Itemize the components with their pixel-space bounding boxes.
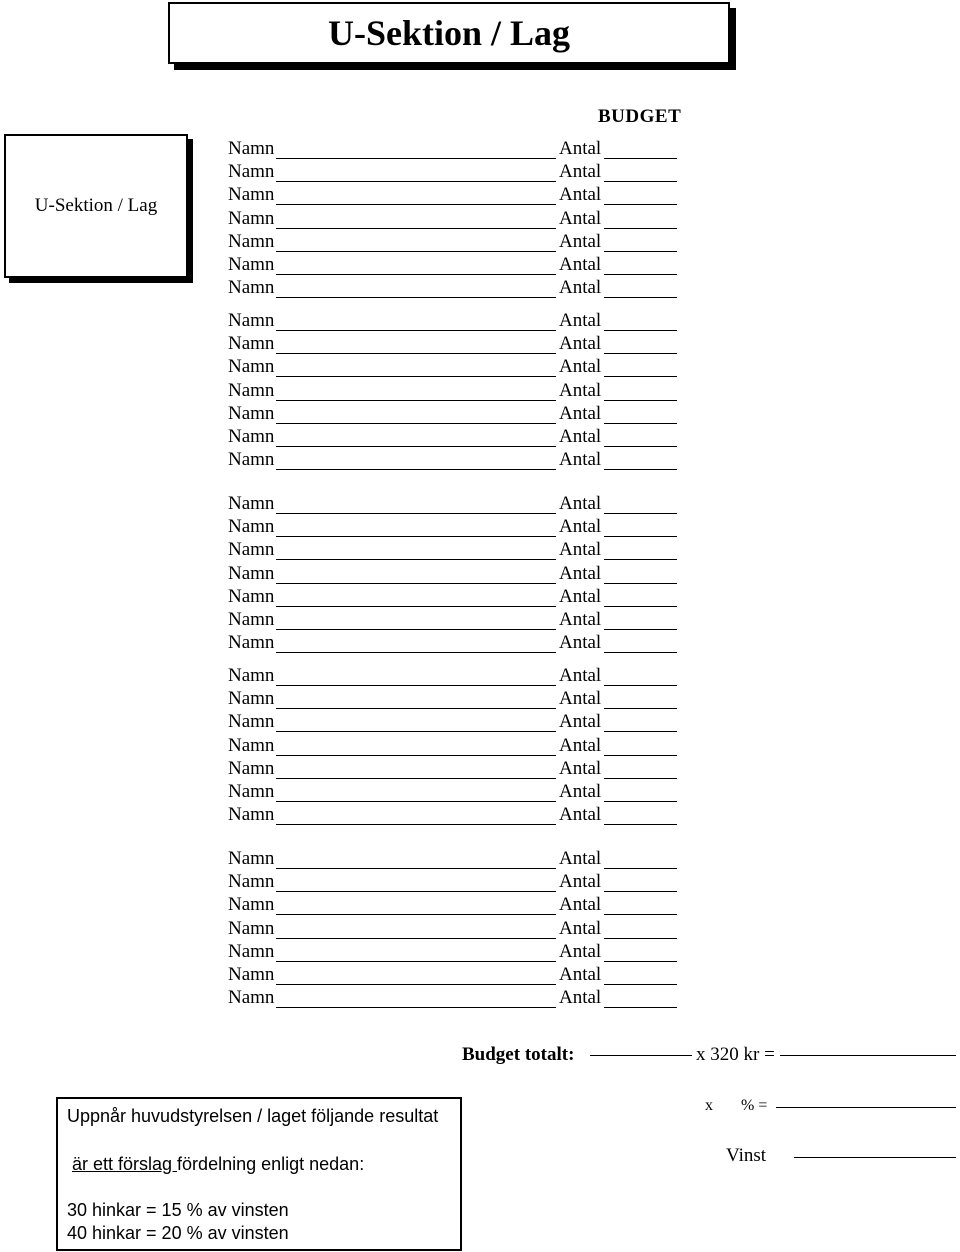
name-label: Namn	[228, 356, 275, 378]
amount-label: Antal	[559, 894, 602, 916]
percent-result-field[interactable]	[776, 1107, 956, 1108]
amount-field[interactable]	[604, 204, 677, 205]
name-field[interactable]	[276, 513, 556, 514]
amount-label: Antal	[559, 449, 602, 471]
amount-field[interactable]	[604, 824, 677, 825]
member-row	[228, 183, 688, 206]
budget-heading: BUDGET	[598, 106, 682, 127]
member-row	[228, 986, 688, 1009]
amount-field[interactable]	[604, 708, 677, 709]
name-field[interactable]	[276, 778, 556, 779]
amount-field[interactable]	[604, 1007, 677, 1008]
member-row	[228, 276, 688, 299]
member-row	[228, 207, 688, 230]
name-label: Namn	[228, 781, 275, 802]
rate-text: x 320 kr =	[696, 1044, 775, 1065]
budget-total-field[interactable]	[590, 1055, 692, 1056]
member-row	[228, 757, 688, 780]
amount-field[interactable]	[604, 984, 677, 985]
member-row	[228, 780, 688, 803]
amount-label: Antal	[559, 711, 602, 733]
name-label: Namn	[228, 379, 275, 401]
amount-field[interactable]	[604, 961, 677, 962]
name-field[interactable]	[276, 824, 556, 825]
name-label: Namn	[228, 277, 275, 299]
member-row	[228, 332, 688, 355]
name-label: Namn	[228, 230, 275, 252]
name-field[interactable]	[276, 606, 556, 607]
amount-field[interactable]	[604, 274, 677, 275]
amount-field[interactable]	[604, 423, 677, 424]
name-field[interactable]	[276, 559, 556, 560]
amount-label: Antal	[559, 585, 602, 607]
name-label: Namn	[228, 894, 275, 916]
amount-label: Antal	[559, 917, 602, 939]
name-field[interactable]	[276, 801, 556, 802]
amount-field[interactable]	[604, 228, 677, 229]
amount-label: Antal	[559, 277, 602, 299]
amount-field[interactable]	[604, 469, 677, 470]
member-row	[228, 230, 688, 253]
name-label: Namn	[228, 310, 275, 331]
name-field[interactable]	[276, 158, 556, 159]
name-label: Namn	[228, 184, 275, 206]
amount-label: Antal	[559, 964, 602, 985]
name-label: Namn	[228, 426, 275, 447]
name-field[interactable]	[276, 376, 556, 377]
name-label: Namn	[228, 449, 275, 471]
name-field[interactable]	[276, 708, 556, 709]
member-row	[228, 309, 688, 332]
member-row	[228, 870, 688, 893]
percent-text: x % =	[705, 1097, 768, 1114]
name-field[interactable]	[276, 353, 556, 354]
amount-field[interactable]	[604, 891, 677, 892]
name-field[interactable]	[276, 868, 556, 869]
name-label: Namn	[228, 333, 275, 355]
conditions-box	[56, 1097, 462, 1251]
name-label: Namn	[228, 562, 275, 584]
name-label: Namn	[228, 688, 275, 710]
member-row	[228, 355, 688, 378]
name-field[interactable]	[276, 228, 556, 229]
amount-field[interactable]	[604, 868, 677, 869]
name-field[interactable]	[276, 251, 556, 252]
budget-total-label: Budget totalt:	[462, 1044, 575, 1065]
amount-label: Antal	[559, 230, 602, 252]
amount-label: Antal	[559, 402, 602, 424]
amount-label: Antal	[559, 333, 602, 355]
name-label: Namn	[228, 161, 275, 183]
name-field[interactable]	[276, 536, 556, 537]
amount-field[interactable]	[604, 755, 677, 756]
member-row	[228, 562, 688, 585]
member-row	[228, 515, 688, 538]
name-label: Namn	[228, 138, 275, 159]
amount-label: Antal	[559, 688, 602, 710]
name-field[interactable]	[276, 731, 556, 732]
page-title: U-Sektion / Lag	[168, 2, 730, 64]
name-field[interactable]	[276, 204, 556, 205]
name-label: Namn	[228, 516, 275, 538]
amount-field[interactable]	[604, 297, 677, 298]
member-row	[228, 492, 688, 515]
name-label: Namn	[228, 871, 275, 893]
member-row	[228, 402, 688, 425]
amount-field[interactable]	[604, 629, 677, 630]
name-label: Namn	[228, 711, 275, 733]
tier-2: 40 hinkar = 20 % av vinsten	[67, 1223, 289, 1243]
name-field[interactable]	[276, 297, 556, 298]
amount-label: Antal	[559, 356, 602, 378]
amount-label: Antal	[559, 184, 602, 206]
amount-label: Antal	[559, 987, 602, 1009]
name-field[interactable]	[276, 1007, 556, 1008]
total-amount-field[interactable]	[780, 1055, 956, 1056]
prize-label: Vinst	[726, 1145, 767, 1166]
amount-field[interactable]	[604, 251, 677, 252]
name-label: Namn	[228, 402, 275, 424]
prize-field[interactable]	[794, 1157, 956, 1158]
member-row	[228, 687, 688, 710]
amount-field[interactable]	[604, 731, 677, 732]
amount-field[interactable]	[604, 583, 677, 584]
member-row	[228, 448, 688, 471]
name-label: Namn	[228, 917, 275, 939]
name-label: Namn	[228, 804, 275, 826]
amount-field[interactable]	[604, 446, 677, 447]
amount-field[interactable]	[604, 158, 677, 159]
name-field[interactable]	[276, 938, 556, 939]
amount-label: Antal	[559, 734, 602, 756]
amount-label: Antal	[559, 871, 602, 893]
name-field[interactable]	[276, 400, 556, 401]
member-row	[228, 425, 688, 448]
member-row	[228, 160, 688, 183]
member-row	[228, 710, 688, 733]
member-row	[228, 137, 688, 160]
member-row	[228, 631, 688, 654]
name-field[interactable]	[276, 755, 556, 756]
amount-label: Antal	[559, 665, 602, 686]
name-label: Namn	[228, 757, 275, 779]
member-row	[228, 608, 688, 631]
name-label: Namn	[228, 609, 275, 630]
name-field[interactable]	[276, 685, 556, 686]
amount-field[interactable]	[604, 181, 677, 182]
amount-label: Antal	[559, 781, 602, 802]
name-field[interactable]	[276, 914, 556, 915]
member-row	[228, 963, 688, 986]
amount-label: Antal	[559, 757, 602, 779]
amount-label: Antal	[559, 940, 602, 962]
amount-label: Antal	[559, 379, 602, 401]
amount-field[interactable]	[604, 376, 677, 377]
member-row	[228, 379, 688, 402]
conditions-intro: Uppnår huvudstyrelsen / laget följande resultat	[67, 1106, 439, 1126]
name-field[interactable]	[276, 181, 556, 182]
conditions-proposal-underlined: är ett förslag	[72, 1154, 178, 1174]
amount-label: Antal	[559, 539, 602, 561]
amount-label: Antal	[559, 516, 602, 538]
member-row	[228, 893, 688, 916]
amount-field[interactable]	[604, 559, 677, 560]
amount-field[interactable]	[604, 685, 677, 686]
amount-label: Antal	[559, 804, 602, 826]
amount-field[interactable]	[604, 400, 677, 401]
amount-label: Antal	[559, 562, 602, 584]
member-row	[228, 253, 688, 276]
name-label: Namn	[228, 734, 275, 756]
conditions-proposal	[72, 1153, 364, 1176]
amount-field[interactable]	[604, 536, 677, 537]
member-row	[228, 940, 688, 963]
name-field[interactable]	[276, 423, 556, 424]
name-label: Namn	[228, 964, 275, 985]
amount-label: Antal	[559, 609, 602, 630]
name-field[interactable]	[276, 629, 556, 630]
member-row	[228, 538, 688, 561]
name-field[interactable]	[276, 583, 556, 584]
amount-field[interactable]	[604, 938, 677, 939]
name-label: Namn	[228, 848, 275, 869]
amount-label: Antal	[559, 161, 602, 183]
amount-field[interactable]	[604, 778, 677, 779]
name-field[interactable]	[276, 446, 556, 447]
name-label: Namn	[228, 493, 275, 514]
member-row	[228, 847, 688, 870]
amount-field[interactable]	[604, 606, 677, 607]
amount-label: Antal	[559, 138, 602, 159]
conditions-proposal-rest: fördelning enligt nedan:	[177, 1154, 365, 1174]
section-team-label: U-Sektion / Lag	[4, 134, 188, 278]
name-label: Namn	[228, 632, 275, 654]
name-label: Namn	[228, 254, 275, 275]
name-field[interactable]	[276, 961, 556, 962]
amount-label: Antal	[559, 426, 602, 447]
amount-field[interactable]	[604, 801, 677, 802]
amount-label: Antal	[559, 848, 602, 869]
amount-label: Antal	[559, 493, 602, 514]
name-label: Namn	[228, 665, 275, 686]
amount-label: Antal	[559, 632, 602, 654]
amount-label: Antal	[559, 310, 602, 331]
amount-field[interactable]	[604, 513, 677, 514]
amount-field[interactable]	[604, 330, 677, 331]
name-label: Namn	[228, 940, 275, 962]
member-row	[228, 664, 688, 687]
amount-field[interactable]	[604, 353, 677, 354]
name-label: Namn	[228, 207, 275, 229]
name-field[interactable]	[276, 891, 556, 892]
name-label: Namn	[228, 987, 275, 1009]
name-field[interactable]	[276, 652, 556, 653]
member-row	[228, 803, 688, 826]
name-label: Namn	[228, 539, 275, 561]
tier-1: 30 hinkar = 15 % av vinsten	[67, 1200, 289, 1220]
name-field[interactable]	[276, 984, 556, 985]
name-field[interactable]	[276, 330, 556, 331]
amount-label: Antal	[559, 254, 602, 275]
member-row	[228, 585, 688, 608]
name-label: Namn	[228, 585, 275, 607]
member-row	[228, 917, 688, 940]
member-row	[228, 734, 688, 757]
amount-field[interactable]	[604, 914, 677, 915]
name-field[interactable]	[276, 274, 556, 275]
name-field[interactable]	[276, 469, 556, 470]
amount-field[interactable]	[604, 652, 677, 653]
amount-label: Antal	[559, 207, 602, 229]
